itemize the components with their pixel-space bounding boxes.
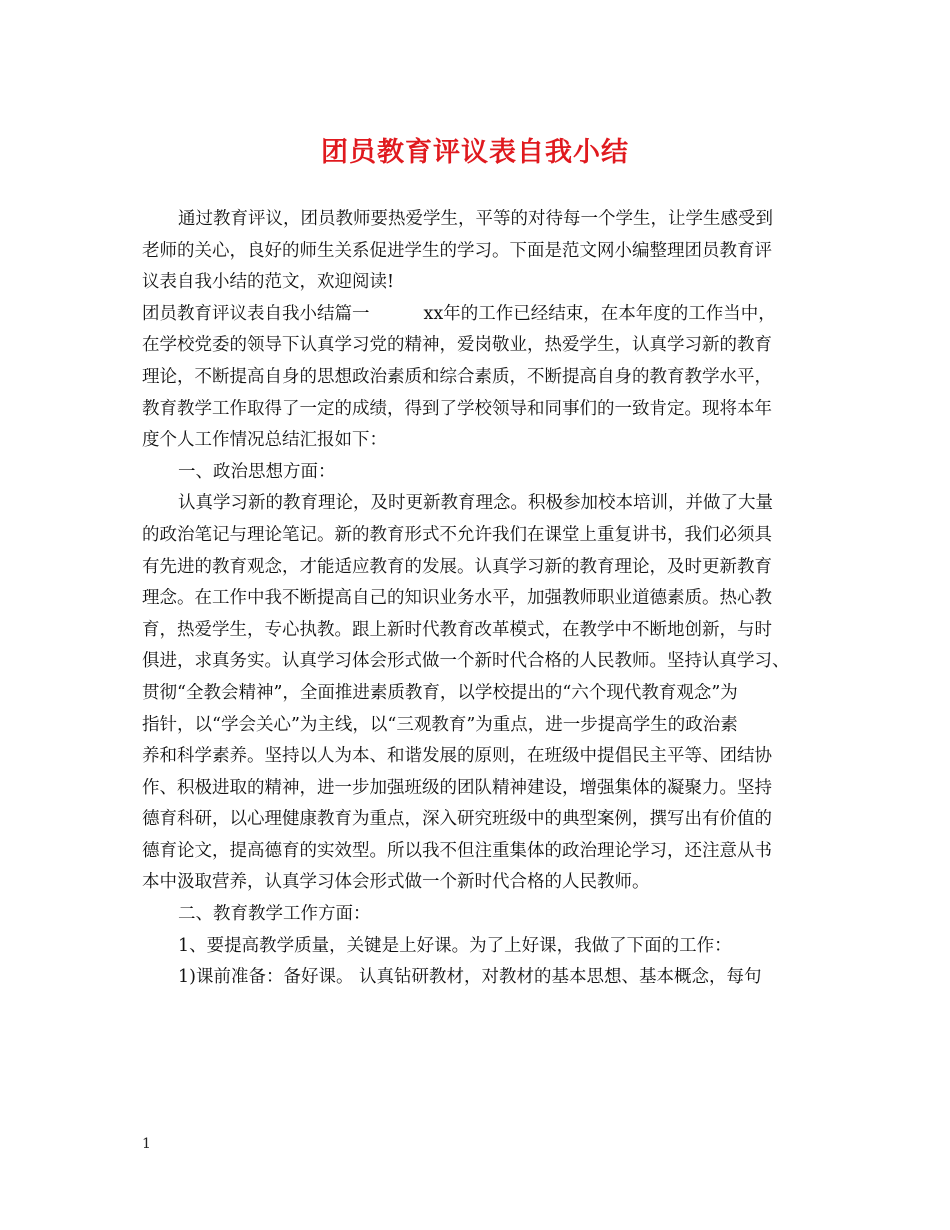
paragraph-line: 认真学习新的教育理论，及时更新教育理念。积极参加校本培训，并做了大量 — [178, 493, 773, 514]
paragraph-text: xx年的工作已经结束，在本年度的工作当中， — [423, 303, 776, 324]
subheading-line: 二、教育教学工作方面： — [178, 904, 371, 925]
paragraph-line: 1、要提高教学质量，关键是上好课。为了上好课，我做了下面的工作： — [178, 935, 732, 956]
paragraph-line: 理论，不断提高自身的思想政治素质和综合素质，不断提高自身的教育教学水平， — [142, 366, 772, 387]
paragraph-line: 的政治笔记与理论笔记。新的教育形式不允许我们在课堂上重复讲书，我们必须具 — [142, 524, 772, 545]
paragraph-line: 通过教育评议，团员教师要热爱学生，平等的对待每一个学生，让学生感受到 — [178, 209, 773, 229]
paragraph-line: 德育科研，以心理健康教育为重点，深入研究班级中的典型案例，撰写出有价值的 — [142, 809, 772, 830]
paragraph-line: 理念。在工作中我不断提高自己的知识业务水平，加强教师职业道德素质。热心教 — [142, 588, 772, 609]
paragraph-line: 贯彻“全教会精神”，全面推进素质教育，以学校提出的“六个现代教育观念”为 — [142, 682, 738, 703]
paragraph-line: 在学校党委的领导下认真学习党的精神，爱岗敬业，热爱学生，认真学习新的教育 — [142, 335, 772, 356]
paragraph-line: 1)课前准备：备好课。 认真钻研教材，对教材的基本思想、基本概念，每句 — [178, 967, 762, 988]
paragraph-line: 德育论文，提高德育的实效型。所以我不但注重集体的政治理论学习，还注意从书 — [142, 840, 772, 861]
paragraph-line: 本中汲取营养，认真学习体会形式做一个新时代合格的人民教师。 — [142, 872, 650, 893]
page-number: 1 — [142, 1136, 151, 1152]
section-heading: 团员教育评议表自我小结篇一 — [142, 303, 370, 324]
paragraph-line: 育，热爱学生，专心执教。跟上新时代教育改革模式，在教学中不断地创新，与时 — [142, 619, 772, 640]
paragraph-line: 有先进的教育观念，才能适应教育的发展。认真学习新的教育理论，及时更新教育 — [142, 556, 772, 577]
paragraph-line: 度个人工作情况总结汇报如下： — [142, 430, 387, 451]
document-title: 团员教育评议表自我小结 — [321, 137, 629, 168]
paragraph-line: 指针，以“学会关心”为主线，以“三观教育”为重点，进一步提高学生的政治素 — [142, 714, 738, 735]
subheading-line: 一、政治思想方面： — [178, 461, 336, 482]
paragraph-line: 老师的关心，良好的师生关系促进学生的学习。下面是范文网小编整理团员教育评 — [142, 240, 772, 261]
paragraph-line: 养和科学素养。坚持以人为本、和谐发展的原则，在班级中提倡民主平等、团结协 — [142, 746, 772, 767]
paragraph-line: 作、积极进取的精神，进一步加强班级的团队精神建设，增强集体的凝聚力。坚持 — [142, 777, 772, 798]
paragraph-line: 教育教学工作取得了一定的成绩，得到了学校领导和同事们的一致肯定。现将本年 — [142, 398, 772, 419]
document-body — [142, 204, 814, 994]
paragraph-line: 俱进，求真务实。认真学习体会形式做一个新时代合格的人民教师。坚持认真学习、 — [142, 651, 790, 672]
section-heading-line — [142, 299, 814, 331]
paragraph-line: 议表自我小结的范文，欢迎阅读! — [142, 272, 395, 293]
